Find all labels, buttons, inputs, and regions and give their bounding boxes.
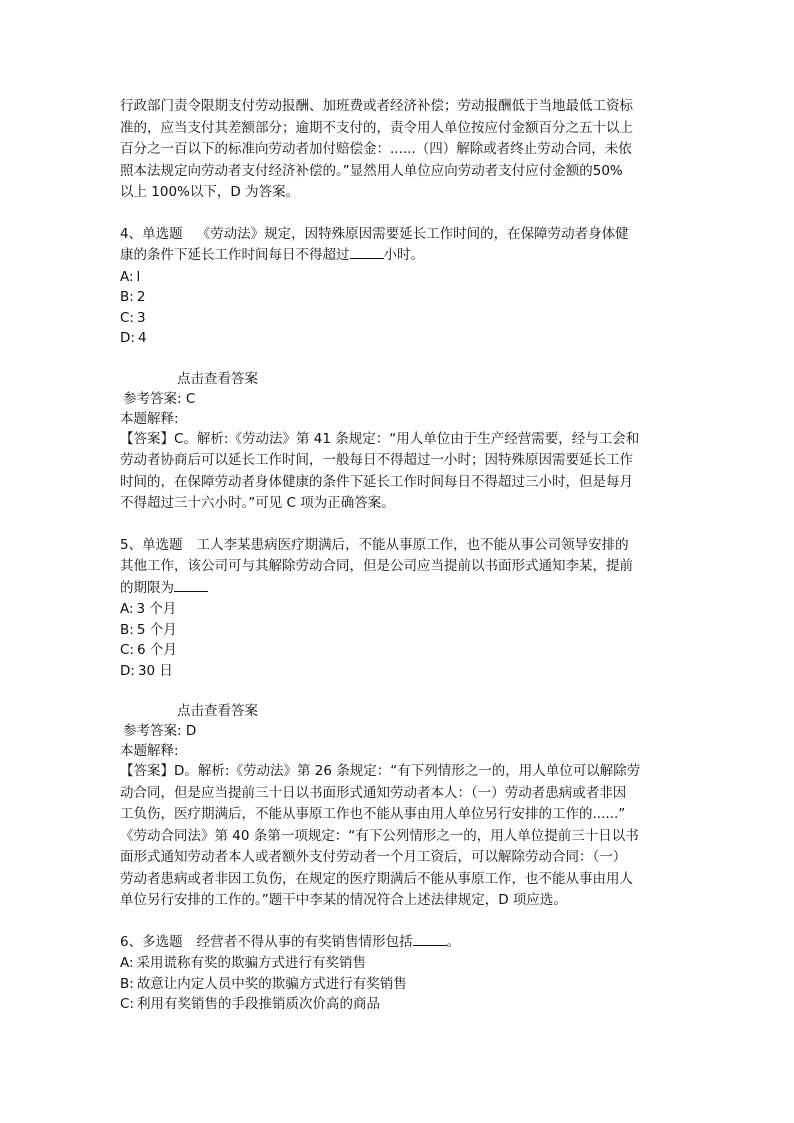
explanation-line: 动合同，但是应当提前三十日以书面形式通知劳动者本人：（一）劳动者患病或者非因 bbox=[120, 784, 627, 801]
option-c[interactable] bbox=[120, 640, 676, 661]
question-6 bbox=[120, 932, 676, 1015]
explanation-line: 面形式通知劳动者本人或者额外支付劳动者一个月工资后，可以解除劳动合同：（一） bbox=[120, 849, 627, 865]
question-stem-text: 《劳动法》规定，因特殊原因需要延长工作时间的，在保障劳动者身体健 bbox=[196, 225, 629, 242]
question-number: 5、 bbox=[120, 536, 143, 553]
show-answer-link[interactable]: 点击查看答案 bbox=[177, 370, 258, 387]
answer-blank bbox=[413, 933, 447, 946]
option-label: A: bbox=[120, 955, 134, 971]
option-label: A: bbox=[120, 601, 134, 617]
option-label: C: bbox=[120, 996, 134, 1012]
option-a[interactable] bbox=[120, 953, 676, 974]
question-number: 4、 bbox=[120, 225, 143, 242]
intro-line: 百分之一百以下的标准向劳动者加付赔偿金：......（四）解除或者终止劳动合同，未依 bbox=[120, 141, 632, 157]
explanation-label: 本题解释: bbox=[120, 410, 179, 427]
intro-line: 行政部门责令限期支付劳动报酬、加班费或者经济补偿；劳动报酬低于当地最低工资标 bbox=[120, 98, 633, 114]
intro-line: 以上 100%以下，D 为答案。 bbox=[120, 184, 300, 200]
option-text: 30 日 bbox=[137, 662, 173, 679]
option-text: 2 bbox=[136, 289, 146, 305]
option-label: B: bbox=[120, 289, 134, 305]
option-label: D: bbox=[120, 662, 135, 679]
option-label: C: bbox=[120, 309, 134, 326]
explanation-line: 工负伤，医疗期满后，不能从事原工作也不能从事由用人单位另行安排的工作的......” bbox=[120, 806, 626, 822]
question-number: 6、 bbox=[120, 933, 143, 950]
option-a[interactable] bbox=[120, 599, 676, 620]
question-stem bbox=[120, 932, 676, 954]
explanation-text bbox=[120, 429, 676, 515]
question-stem-text: 。 bbox=[446, 933, 461, 950]
option-text: 5 个月 bbox=[136, 621, 177, 638]
option-label: C: bbox=[120, 642, 134, 658]
question-type: 单选题 bbox=[142, 536, 183, 553]
document-content bbox=[120, 96, 676, 1015]
option-text: 故意让内定人员中奖的欺骗方式进行有奖销售 bbox=[136, 975, 407, 992]
question-stem bbox=[120, 224, 676, 246]
option-label: A: bbox=[120, 268, 134, 285]
reference-answer: 参考答案: C bbox=[123, 390, 196, 407]
explanation-line: 【答案】C。解析:《劳动法》第 41 条规定：“用人单位由于生产经营需要，经与工会和 bbox=[120, 430, 640, 447]
question-stem-text: 经营者不得从事的有奖销售情形包括 bbox=[196, 933, 413, 950]
explanation-label: 本题解释: bbox=[120, 743, 179, 759]
answer-blank bbox=[350, 246, 384, 259]
option-d[interactable] bbox=[120, 661, 676, 682]
question-4 bbox=[120, 224, 676, 515]
option-b[interactable] bbox=[120, 620, 676, 641]
explanation-line: 单位另行安排的工作的。”题干中李某的情况符合上述法律规定，D 项应选。 bbox=[120, 892, 567, 908]
option-text: 4 bbox=[137, 330, 147, 346]
explanation-line: 劳动者患病或者非因工负伤，在规定的医疗期满后不能从事原工作，也不能从事由用人 bbox=[120, 870, 633, 887]
explanation-line: 劳动者协商后可以延长工作时间，一般每日不得超过一小时；因特殊原因需要延长工作 bbox=[120, 452, 633, 468]
question-stem bbox=[120, 245, 676, 267]
explanation-line: 《劳动合同法》第 40 条第一项规定：“有下公列情形之一的，用人单位提前三十日以书 bbox=[120, 827, 639, 844]
intro-line: 准的，应当支付其差额部分；逾期不支付的，责令用人单位按应付金额百分之五十以上 bbox=[120, 119, 633, 136]
option-b[interactable] bbox=[120, 287, 676, 308]
question-stem-text: 工人李某患病医疗期满后，不能从事原工作，也不能从事公司领导安排的 bbox=[196, 536, 629, 553]
show-answer-link[interactable]: 点击查看答案 bbox=[177, 703, 258, 719]
reference-answer: 参考答案: D bbox=[123, 723, 197, 739]
question-5 bbox=[120, 535, 676, 912]
option-label: D: bbox=[120, 330, 135, 346]
option-c[interactable] bbox=[120, 308, 676, 329]
option-d[interactable] bbox=[120, 328, 676, 349]
option-label: B: bbox=[120, 621, 134, 638]
answer-blank bbox=[174, 579, 208, 592]
option-text: 3 bbox=[136, 309, 146, 326]
option-text: 6 个月 bbox=[136, 642, 177, 658]
question-stem-text: 小时。 bbox=[383, 247, 424, 263]
intro-line: 照本法规定向劳动者支付经济补偿的。”显然用人单位应向劳动者支付应付金额的50% bbox=[120, 162, 623, 179]
question-type: 单选题 bbox=[142, 225, 183, 242]
option-c[interactable] bbox=[120, 994, 676, 1015]
explanation-line: 【答案】D。解析:《劳动法》第 26 条规定：“有下列情形之一的，用人单位可以解除劳 bbox=[120, 763, 641, 779]
explanation-text bbox=[120, 761, 676, 912]
question-stem-text: 康的条件下延长工作时间每日不得超过 bbox=[120, 247, 350, 263]
option-b[interactable] bbox=[120, 974, 676, 995]
question-stem bbox=[120, 578, 676, 600]
question-stem-text: 其他工作，该公司可与其解除劳动合同，但是公司应当提前以书面形式通知李某，提前 bbox=[120, 558, 633, 574]
intro-paragraph bbox=[120, 96, 676, 204]
option-text: 利用有奖销售的手段推销质次价高的商品 bbox=[136, 996, 380, 1012]
question-stem bbox=[120, 535, 676, 557]
option-label: B: bbox=[120, 975, 134, 992]
option-text: l bbox=[136, 268, 141, 285]
explanation-line: 时间的，在保障劳动者身体健康的条件下延长工作时间每日不得超过三小时，但是每月 bbox=[120, 473, 633, 490]
explanation-line: 不得超过三十六小时。”可见 C 项为正确答案。 bbox=[120, 495, 395, 511]
question-type: 多选题 bbox=[142, 933, 183, 950]
option-a[interactable] bbox=[120, 267, 676, 288]
option-text: 3 个月 bbox=[136, 601, 177, 617]
option-text: 采用谎称有奖的欺骗方式进行有奖销售 bbox=[136, 955, 367, 971]
question-stem-text: 的期限为 bbox=[120, 579, 174, 596]
